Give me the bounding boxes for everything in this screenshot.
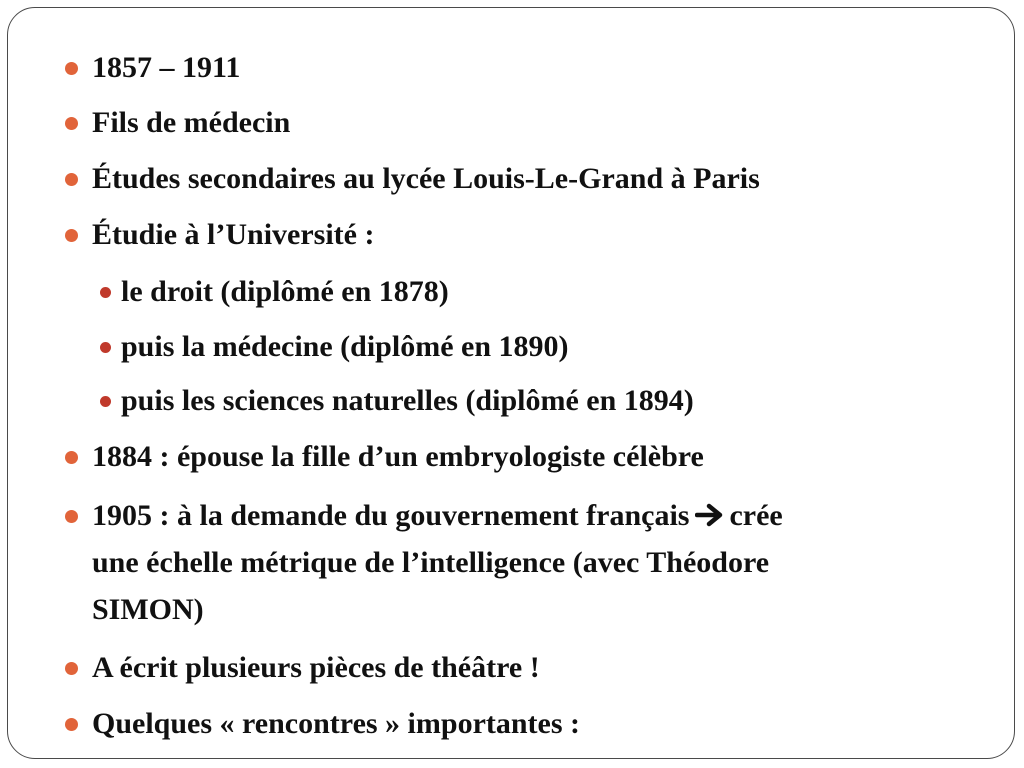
bullet-father: Fils de médecin [92,106,291,139]
bullet-encounters: Quelques « rencontres » importantes : [92,707,581,740]
bullet-dot [65,510,78,523]
sub-bullet-dot [100,342,111,353]
bullet-1905-text-a: 1905 : à la demande du gouvernement français [92,499,690,532]
bullet-dates: 1857 – 1911 [92,51,241,84]
bullet-dot [65,718,78,731]
bullet-dot [65,173,78,186]
bullet-theatre: A écrit plusieurs pièces de théâtre ! [92,651,540,684]
bullet-dot [65,662,78,675]
sub-bullet-natural-sciences: puis les sciences naturelles (diplômé en 1894) [121,384,694,417]
slide [7,7,1015,759]
sub-bullet-dot [100,396,111,407]
bullet-1905-text-b: crée [729,499,783,532]
bullet-secondary-studies: Études secondaires au lycée Louis-Le-Grand à Paris [92,162,760,195]
sub-bullet-law: le droit (diplômé en 1878) [121,275,449,308]
bullet-dot [65,117,78,130]
bullet-dot [65,451,78,464]
arrow-right-icon [695,503,725,527]
bullet-dot [65,229,78,242]
bullet-1905-line2: une échelle métrique de l’intelligence (avec Théodore [92,546,770,579]
bullet-university: Étudie à l’Université : [92,218,375,251]
bullet-1905-line3: SIMON) [92,593,204,626]
bullet-list [8,8,1014,758]
sub-bullet-dot [100,287,111,298]
bullet-1905-line1 [92,493,783,539]
sub-bullet-medicine: puis la médecine (diplômé en 1890) [121,330,569,363]
bullet-marriage: 1884 : épouse la fille d’un embryologiste célèbre [92,440,704,473]
bullet-dot [65,62,78,75]
